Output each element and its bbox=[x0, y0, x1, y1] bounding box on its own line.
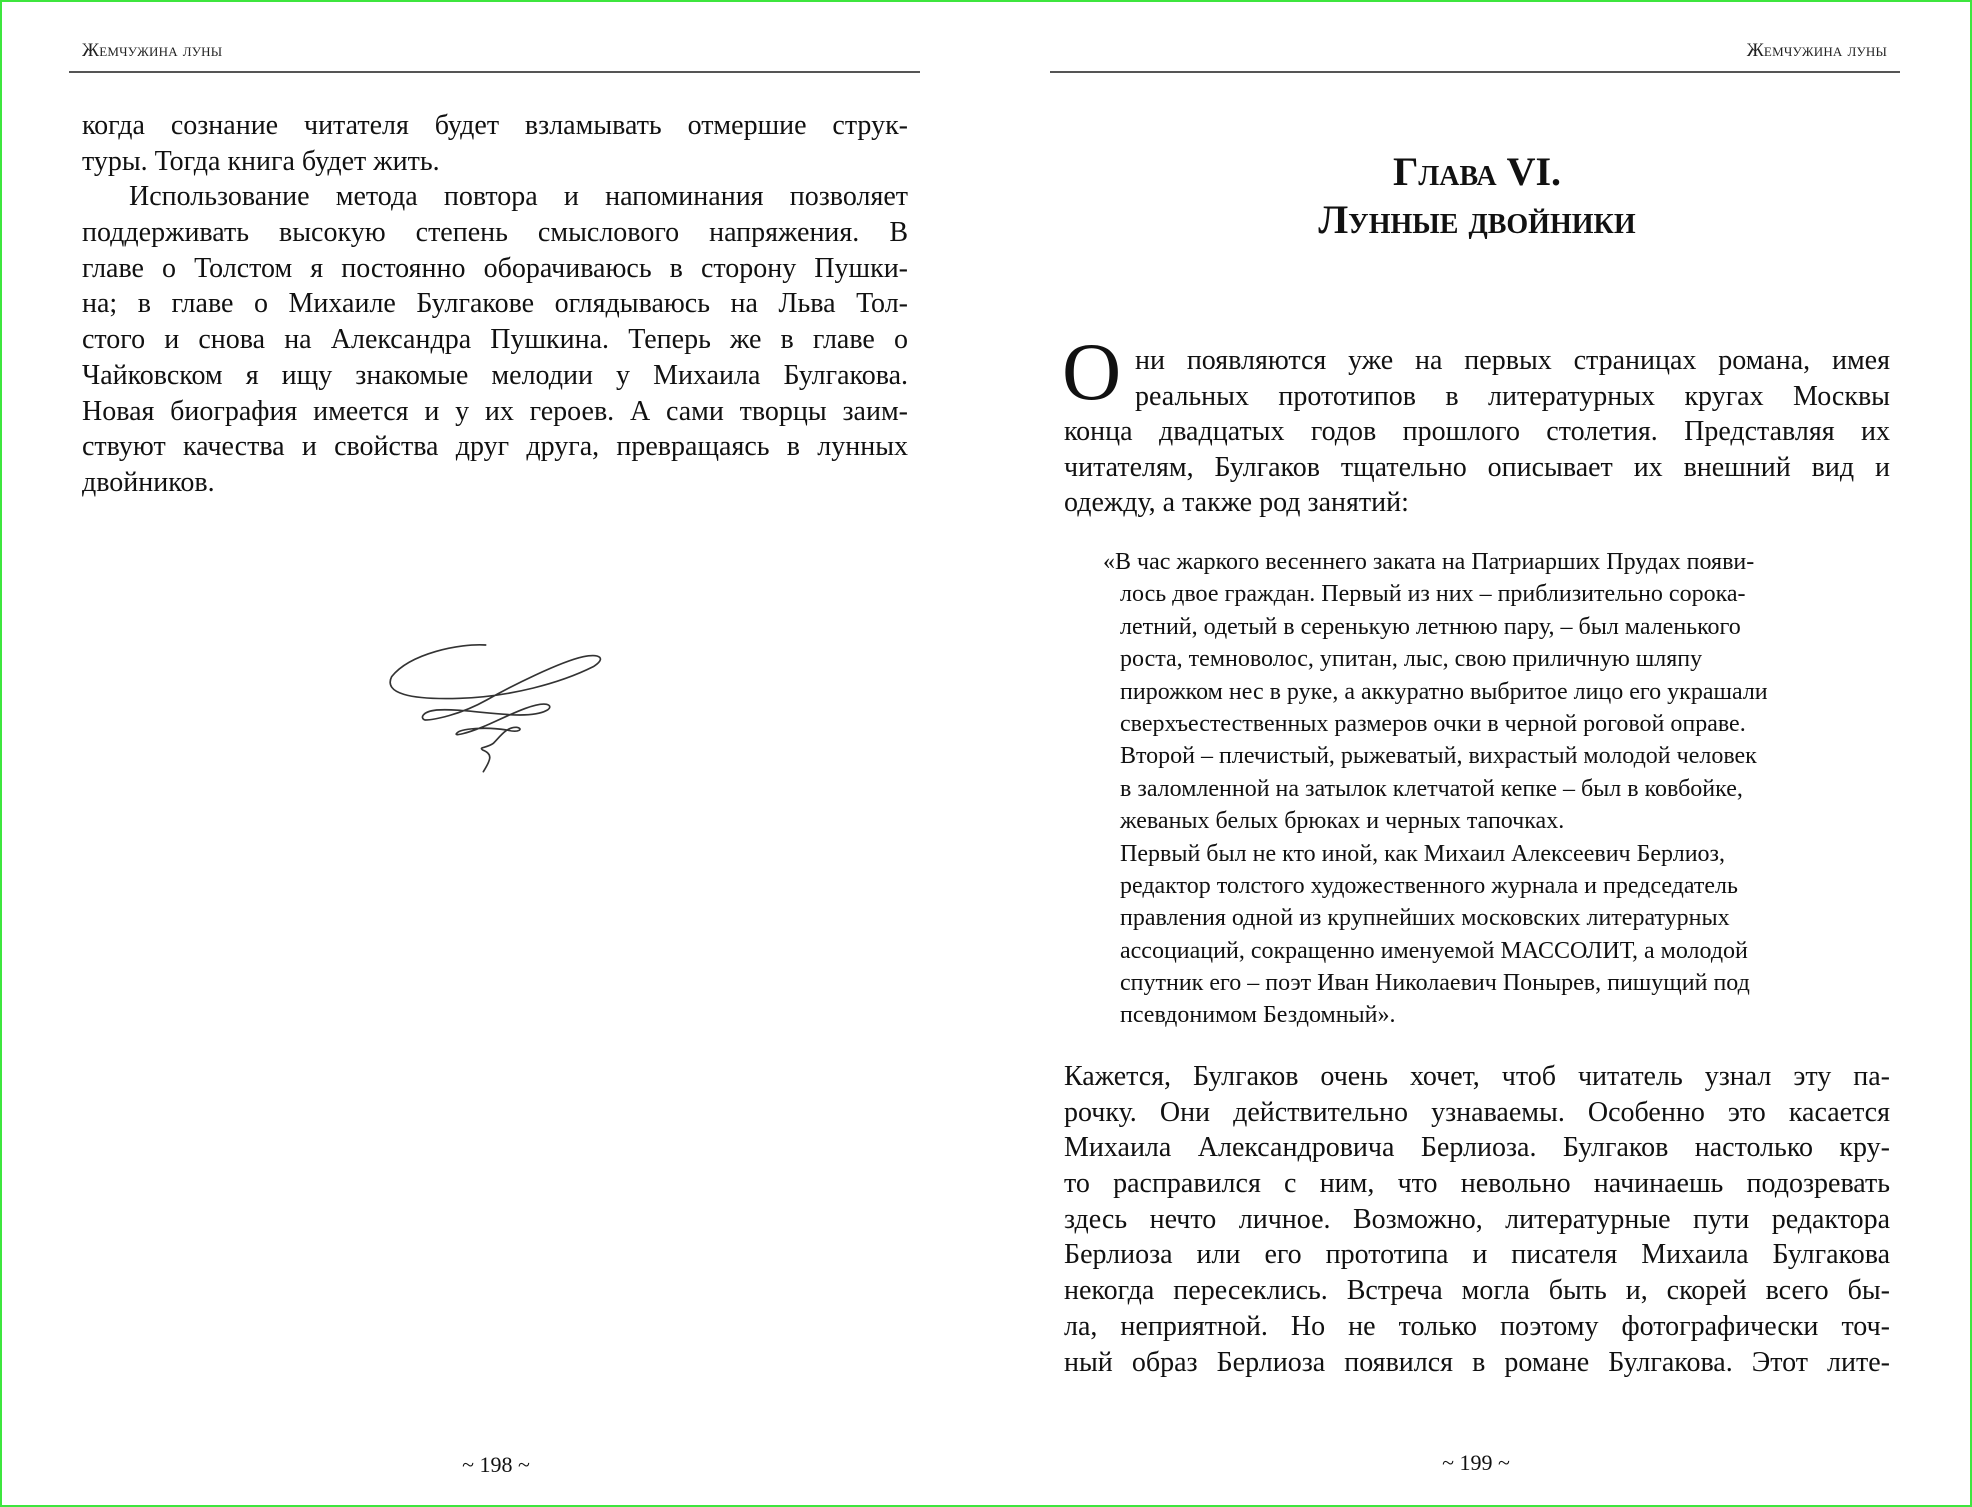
page-number-left: ~ 198 ~ bbox=[462, 1452, 530, 1477]
text-line: пирожком нес в руке, а аккуратно выбритое лицо его украшали bbox=[1120, 678, 1768, 705]
text-line: в заломленной на затылок клетчатой кепке – был в ковбойке, bbox=[1120, 775, 1743, 802]
text-line: Второй – плечистый, рыжеватый, вихрастый молодой человек bbox=[1120, 743, 1757, 770]
text-line: стого и снова на Александра Пушкина. Теперь же в главе о bbox=[82, 324, 908, 356]
chapter-title: Глава VI. bbox=[1392, 149, 1562, 194]
paragraph bbox=[82, 108, 908, 179]
text-line: редактор толстого художественного журнала и председатель bbox=[1120, 872, 1738, 899]
text-line: Берлиоза или его прототипа и писателя Михаила Булгакова bbox=[1064, 1239, 1890, 1271]
text-line: ствуют качества и свойства друг друга, превращаясь в лунных bbox=[82, 431, 908, 463]
text-line: ла, неприятной. Но не только поэтому фотографически точ- bbox=[1064, 1310, 1890, 1342]
text-line: конца двадцатых годов прошлого столетия. Представляя их bbox=[1064, 416, 1890, 447]
text-line: поддерживать высокую степень смыслового напряжения. В bbox=[82, 217, 908, 249]
running-head-right: Жемчужина луны bbox=[1746, 40, 1887, 61]
intro-lines-beside-dropcap bbox=[1135, 343, 1890, 414]
text-line: на; в главе о Михаиле Булгакове оглядываюсь на Льва Тол- bbox=[82, 288, 908, 320]
text-line: ассоциаций, сокращенно именуемой МАССОЛИТ, а молодой bbox=[1120, 937, 1748, 964]
text-line: жеваных белых брюках и черных тапочках. bbox=[1120, 808, 1565, 835]
text-line: главе о Толстом я постоянно оборачиваюсь в сторону Пушки- bbox=[82, 252, 908, 284]
text-line: туры. Тогда книга будет жить. bbox=[82, 145, 440, 177]
text-line: «В час жаркого весеннего заката на Патриарших Прудах появи- bbox=[1103, 549, 1755, 575]
text-line: читателям, Булгаков тщательно описывает их внешний вид и bbox=[1064, 451, 1890, 483]
paragraph bbox=[82, 179, 908, 500]
text-line: когда сознание читателя будет взламывать отмершие струк- bbox=[82, 110, 908, 141]
text-line: то расправился с ним, что невольно начинаешь подозревать bbox=[1064, 1168, 1890, 1200]
text-line: ни появляются уже на первых страницах романа, имея bbox=[1135, 345, 1890, 376]
text-line: одежду, а также род занятий: bbox=[1064, 487, 1409, 519]
text-line: роста, темноволос, упитан, лыс, свою приличную шляпу bbox=[1120, 646, 1703, 673]
text-line: ный образ Берлиоза появился в романе Булгакова. Этот лите- bbox=[1064, 1346, 1890, 1378]
closing-paragraph bbox=[1064, 1059, 1890, 1380]
text-line: лось двое граждан. Первый из них – приблизительно сорока- bbox=[1120, 581, 1746, 608]
text-line: летний, одетый в серенькую летнюю пару, – был маленького bbox=[1120, 613, 1741, 640]
text-line: реальных прототипов в литературных кругах Москвы bbox=[1135, 380, 1890, 412]
text-line: Михаила Александровича Берлиоза. Булгаков настолько кру- bbox=[1064, 1132, 1890, 1164]
text-line: Первый был не кто иной, как Михаил Алексеевич Берлиоз, bbox=[1120, 840, 1726, 867]
text-line: Использование метода повтора и напоминания позволяет bbox=[129, 181, 908, 213]
text-line: Чайковском я ищу знакомые мелодии у Михаила Булгакова. bbox=[82, 359, 908, 391]
text-line: спутник его – поэт Иван Николаевич Понырев, пишущий под bbox=[1120, 970, 1750, 997]
text-line: некогда пересеклись. Встреча могла быть и, скорей всего бы- bbox=[1064, 1275, 1890, 1307]
text-line: Кажется, Булгаков очень хочет, чтоб читатель узнал эту па- bbox=[1064, 1061, 1890, 1092]
drop-cap: О bbox=[1062, 326, 1122, 417]
text-line: псевдонимом Бездомный». bbox=[1120, 1002, 1396, 1029]
header-rule-right bbox=[1050, 71, 1900, 73]
signature bbox=[360, 620, 620, 790]
text-line: двойников. bbox=[82, 466, 215, 498]
header-rule-left bbox=[69, 71, 920, 73]
left-page-body bbox=[82, 108, 908, 501]
page-number-right: ~ 199 ~ bbox=[1442, 1450, 1510, 1475]
chapter-subtitle: Лунные двойники bbox=[1318, 197, 1636, 242]
intro-paragraph bbox=[1064, 414, 1890, 521]
text-line: Новая биография имеется и у их героев. А сами творцы заим- bbox=[82, 395, 908, 427]
text-line: рочку. Они действительно узнаваемы. Особенно это касается bbox=[1064, 1096, 1890, 1128]
text-line: здесь нечто личное. Возможно, литературные пути редактора bbox=[1064, 1203, 1890, 1235]
text-line: правления одной из крупнейших московских литературных bbox=[1120, 905, 1730, 932]
text-line: сверхъестественных размеров очки в черной роговой оправе. bbox=[1120, 710, 1746, 737]
running-head-left: Жемчужина луны bbox=[82, 40, 223, 61]
block-quote bbox=[1103, 546, 1893, 1032]
